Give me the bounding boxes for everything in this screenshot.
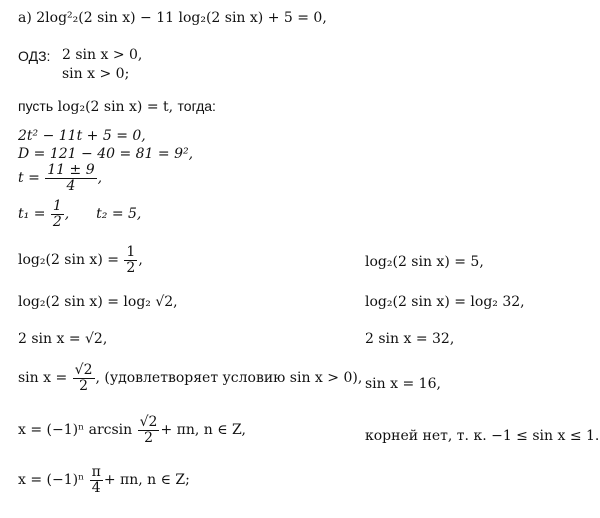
left-step-6	[18, 464, 190, 496]
root-formula-lhs: t =	[18, 170, 40, 186]
problem-equation-text: а) 2log²₂(2 sin x) − 11 log₂(2 sin x) + 5 = 0,	[18, 10, 327, 26]
right-step-1	[365, 254, 484, 270]
left-step-5-lhs: x = (−1)ⁿ arcsin	[18, 422, 133, 438]
left-step-5-denominator: 2	[138, 430, 160, 446]
left-step-1-denominator: 2	[126, 260, 136, 276]
right-step-2	[365, 294, 525, 310]
substitution-suffix: тогда:	[177, 98, 216, 114]
left-step-4-numerator: √2	[74, 362, 93, 378]
left-step-6-fraction	[90, 464, 103, 496]
left-step-6-denominator: 4	[90, 480, 103, 496]
root-t1-end: ,	[64, 206, 70, 222]
substitution-expression: log₂(2 sin x) = t,	[57, 99, 174, 115]
right-step-2-text: log₂(2 sin x) = log₂ 32,	[365, 294, 525, 310]
odz-condition-1-text: 2 sin x > 0,	[62, 47, 143, 63]
left-step-5	[18, 414, 246, 446]
quadratic-equation-text: 2t² − 11t + 5 = 0,	[18, 128, 146, 144]
left-step-3	[18, 331, 107, 347]
right-step-5-text: корней нет, т. к. −1 ≤ sin x ≤ 1.	[365, 428, 600, 444]
quadratic-equation	[18, 128, 146, 144]
root-t2: t₂ = 5,	[96, 206, 142, 222]
right-step-4	[365, 376, 441, 392]
root-formula-end: ,	[97, 170, 103, 186]
left-step-5-numerator: √2	[139, 414, 158, 430]
left-step-2-text: log₂(2 sin x) = log₂ √2,	[18, 294, 178, 310]
left-step-4-denominator: 2	[73, 378, 95, 394]
left-step-4-lhs: sin x =	[18, 370, 68, 386]
left-step-5-fraction	[138, 414, 160, 446]
problem-equation	[18, 10, 327, 26]
odz-label	[18, 48, 50, 64]
left-step-1-end: ,	[138, 252, 143, 268]
left-step-4-fraction	[73, 362, 95, 394]
root-formula-denominator: 4	[45, 178, 96, 194]
odz-condition-2	[62, 66, 129, 82]
left-step-3-text: 2 sin x = √2,	[18, 331, 108, 347]
roots-line	[18, 198, 141, 230]
odz-condition-1	[62, 47, 142, 63]
right-step-5	[365, 428, 599, 444]
root-formula-fraction	[45, 162, 96, 194]
left-step-6-numerator: π	[91, 464, 101, 480]
right-step-3-text: 2 sin x = 32,	[365, 331, 455, 347]
discriminant-line	[18, 146, 193, 162]
substitution-line	[18, 98, 216, 115]
left-step-4	[18, 362, 362, 394]
odz-condition-2-text: sin x > 0;	[62, 66, 130, 82]
root-t1-lhs: t₁ =	[18, 206, 46, 222]
substitution-prefix: пусть	[18, 98, 54, 114]
left-step-5-end: + πn, n ∈ Z,	[160, 422, 246, 438]
root-t1-numerator: 1	[52, 198, 62, 214]
left-step-1-lhs: log₂(2 sin x) =	[18, 252, 119, 268]
left-step-4-end: , (удовлетворяет условию sin x > 0),	[95, 370, 363, 386]
left-step-1-fraction	[124, 244, 137, 276]
odz-label-text: ОДЗ:	[18, 48, 51, 64]
root-formula	[18, 162, 102, 194]
left-step-6-end: + πn, n ∈ Z;	[103, 472, 190, 488]
left-step-2	[18, 294, 178, 310]
right-step-3	[365, 331, 454, 347]
left-step-1-numerator: 1	[126, 244, 136, 260]
discriminant-text: D = 121 − 40 = 81 = 9²,	[18, 146, 194, 162]
root-formula-numerator: 11 ± 9	[47, 162, 95, 178]
root-t1-fraction	[51, 198, 64, 230]
left-step-6-lhs: x = (−1)ⁿ	[18, 472, 85, 488]
right-step-1-text: log₂(2 sin x) = 5,	[365, 254, 484, 270]
left-step-1	[18, 244, 143, 276]
right-step-4-text: sin x = 16,	[365, 376, 441, 392]
root-t1-denominator: 2	[52, 214, 62, 230]
